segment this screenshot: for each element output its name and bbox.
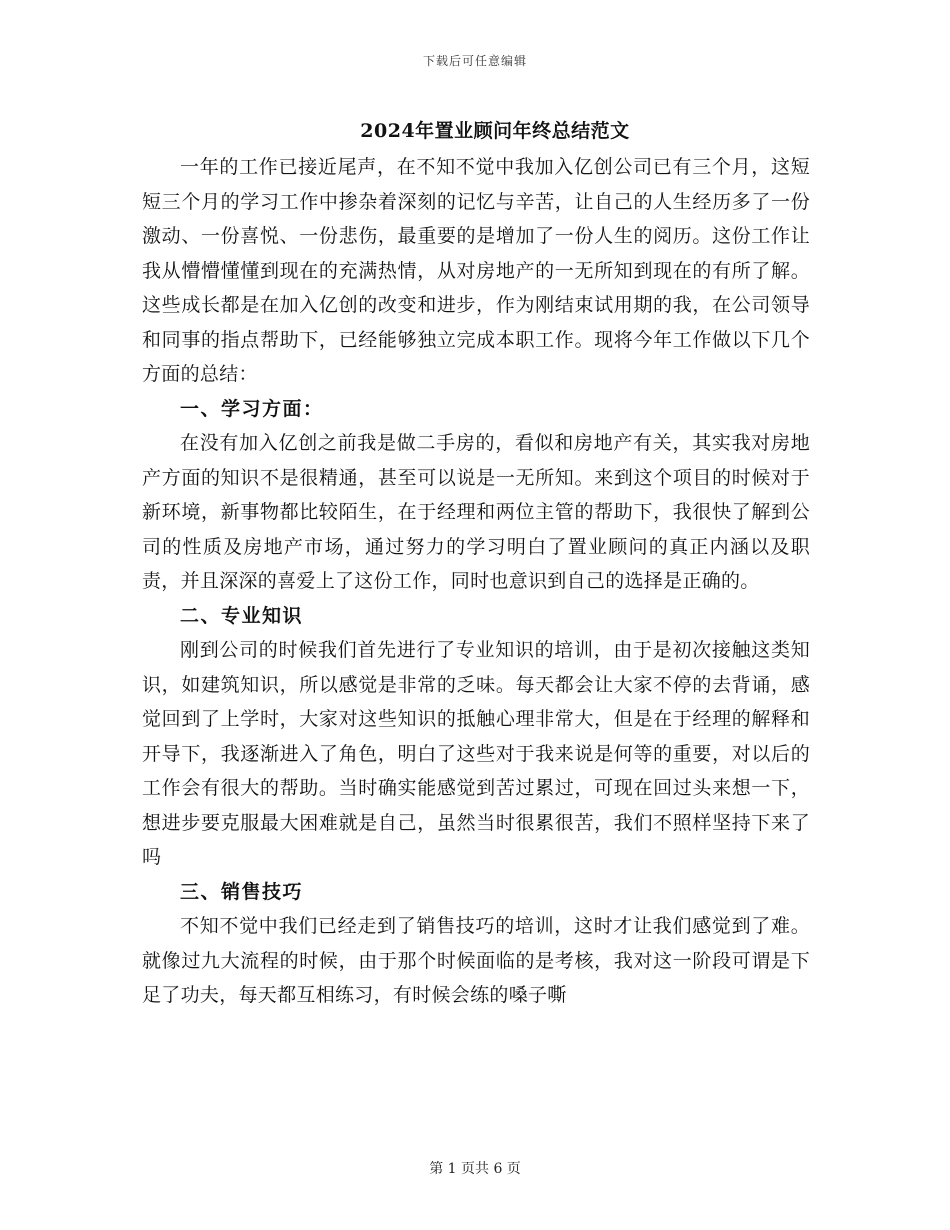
section-paragraph-sales: 不知不觉中我们已经走到了销售技巧的培训，这时才让我们感觉到了难。就像过九大流程的时候，由于那个时候面临的是考核，我对这一阶段可谓是下足了功夫，每天都互相练习，有时候会练的嗓子嘶 <box>142 915 810 1006</box>
section-heading-sales: 三、销售技巧 <box>180 880 304 903</box>
document-body <box>142 150 810 1013</box>
page-footer: 第 1 页共 6 页 <box>429 1161 521 1177</box>
intro-paragraph: 一年的工作已接近尾声，在不知不觉中我加入亿创公司已有三个月，这短短三个月的学习工作中掺杂着深刻的记忆与辛苦，让自己的人生经历多了一份激动、一份喜悦、一份悲伤，最重要的是增加了一份人生的阅历。这份工作让我从懵懵懂懂到现在的充满热情，从对房地产的一无所知到现在的有所了解。这些成长都是在加入亿创的改变和进步，作为刚结束试用期的我，在公司领导和同事的指点帮助下，已经能够独立完成本职工作。现将今年工作做以下几个方面的总结： <box>142 156 810 385</box>
header-note: 下载后可任意编辑 <box>422 54 527 68</box>
section-heading-study: 一、学习方面： <box>180 397 324 420</box>
section-paragraph-knowledge: 刚到公司的时候我们首先进行了专业知识的培训，由于是初次接触这类知识，如建筑知识，所以感觉是非常的乏味。每天都会让大家不停的去背诵，感觉回到了上学时，大家对这些知识的抵触心理非常大，但是在于经理的解释和开导下，我逐渐进入了角色，明白了这些对于我来说是何等的重要，对以后的工作会有很大的帮助。当时确实能感觉到苦过累过，可现在回过头来想一下，想进步要克服最大困难就是自己，虽然当时很累很苦，我们不照样坚持下来了吗 <box>142 639 810 868</box>
document-title: 2024年置业顾问年终总结范文 <box>360 120 630 142</box>
section-paragraph-study: 在没有加入亿创之前我是做二手房的，看似和房地产有关，其实我对房地产方面的知识不是很精通，甚至可以说是一无所知。来到这个项目的时候对于新环境，新事物都比较陌生，在于经理和两位主管的帮助下，我很快了解到公司的性质及房地产市场，通过努力的学习明白了置业顾问的真正内涵以及职责，并且深深的喜爱上了这份工作，同时也意识到自己的选择是正确的。 <box>142 432 810 592</box>
section-heading-knowledge: 二、专业知识 <box>180 604 304 627</box>
